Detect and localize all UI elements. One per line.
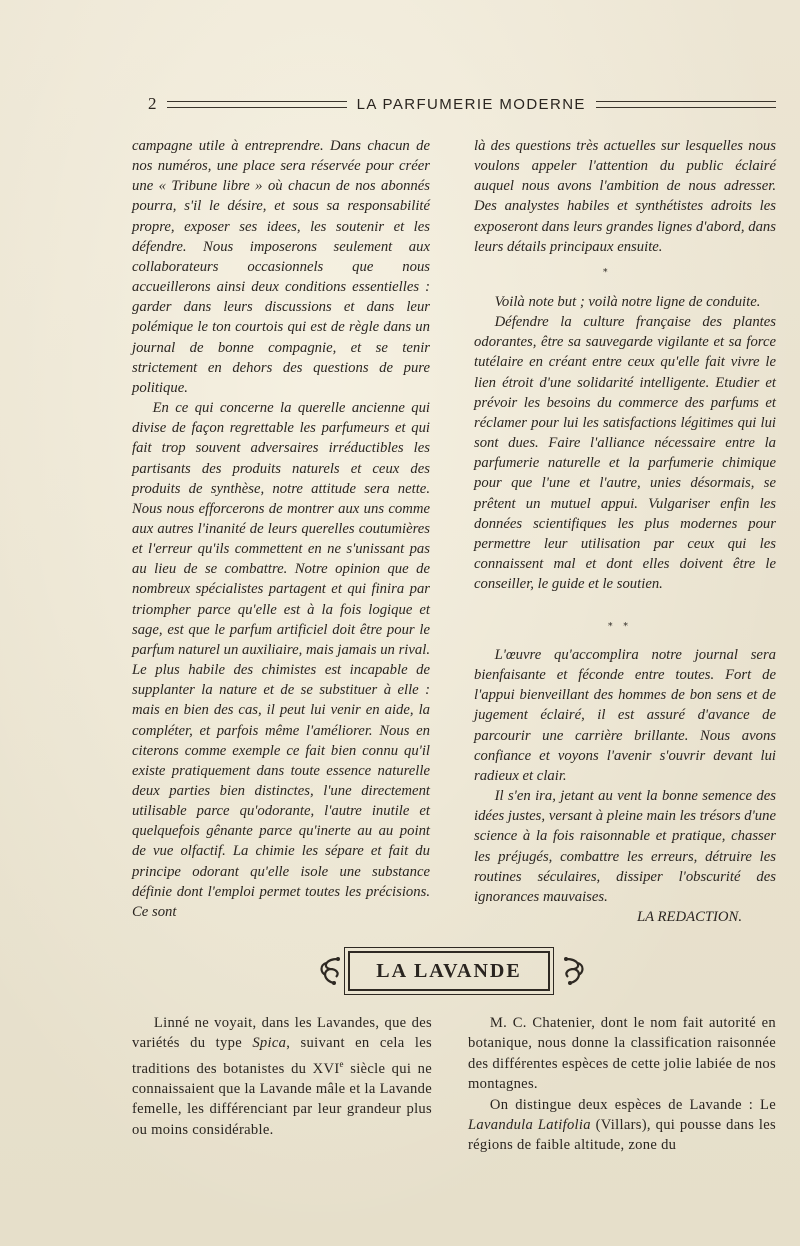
editorial-paragraph: là des questions très actuelles sur lesquelles nous voulons appeler l'attention du public éclairé auquel nous avons l'ambition de nous adresser. Des analystes habiles et synthétistes adroits les exposeront dans leurs grandes lignes d'abord, dans leurs détails principaux ensuite. [474,138,776,255]
editorial-right-column-middle [474,292,776,594]
lavande-right-column [468,1013,776,1156]
page-number: 2 [148,94,157,113]
text-run: siècle qui ne connaissaient que la Lavande mâle et la Lavande femelle, les différenciant par leur grandeur plus ou moins considérable. [132,1060,432,1138]
fleuron-left-icon [318,955,344,987]
editorial-signature: LA REDACTION. [637,909,742,926]
lavande-paragraph [132,1013,432,1140]
text-run: , suivant en cela les traditions des botanistes du XVI [132,1035,432,1077]
lavande-paragraph: M. C. Chatenier, dont le nom fait autorité en botanique, nous donne la classification raisonnée des différentes espèces de cette jolie labiée de nos montagnes. [468,1015,776,1093]
editorial-paragraph: L'œuvre qu'accomplira notre journal sera bienfaisante et féconde entre toutes. Fort de l'appui bienveillant des hommes de bon sens et de jugement éclairé, il est assuré d'avance de parcourir une carrière brillante. Nous avons confiance et voyons l'avenir s'ouvrir devant lui radieux et clair. [474,647,776,784]
text-run: (Villars), qui pousse dans les régions de faible altitude, zone du [468,1117,777,1154]
century-superscript: e [339,1058,344,1069]
editorial-paragraph: Voilà note but ; voilà notre ligne de conduite. [494,294,761,310]
section-separator-star: * [603,268,612,278]
text-run: Linné ne voyait, dans les Lavandes, que des variétés du type [132,1015,432,1052]
header-rule-right [596,101,776,108]
species-name: Spica [252,1035,287,1052]
editorial-right-column-bottom [474,645,776,927]
editorial-paragraph: En ce qui concerne la querelle ancienne qui divise de façon regrettable les parfumeurs et qui fait trop souvent adversaires irréductibles les partisants des produits naturels et ceux des produits de synthèse, notre attitude sera nette. Nous nous efforcerons de montrer aux uns comme aux autres l'inanité de leurs querelles coutumières et l'erreur qu'ils commettent en ne s'unissant pas au lieu de se combattre. Notre opinion que de nombreux spécialistes partagent et qui finira par triompher parce qu'elle est à la fois logique et sage, est que le parfum artificiel doit être pour le parfum naturel un auxiliaire, mais jamais un rival. Le plus habile des chimistes est incapable de supplanter la nature et de se substituer à elle : mais en bien des cas, il peut lui venir en aide, la compléter, et parfois même l'améliorer. Nous en citerons comme exemple ce fait bien connu qu'il existe pratiquement dans toute essence naturelle deux parties bien distinctes, l'une directement utilisable parce qu'odorante, l'autre inutile et quelquefois gênante parce qu'inerte au au point de vue olfactif. La chimie les sépare et fait du principe odorant qu'elle isole une substance définie dont l'emploi permet toutes les précisions. Ce sont [132,400,430,920]
fleuron-right-icon [560,955,586,987]
editorial-left-column [132,136,430,922]
section-separator-stars: * * [608,622,632,632]
species-name: Lavandula Latifolia [468,1117,591,1134]
editorial-paragraph: Il s'en ira, jetant au vent la bonne semence des idées justes, versant à pleine main les trésors d'une science à la fois raisonnable et pratique, chasser les préjugés, combattre les erreurs, détruire les routines séculaires, dissiper l'obscurité des ignorances mauvaises. [474,788,776,905]
editorial-paragraph: Défendre la culture française des plantes odorantes, être sa sauvegarde vigilante et sa force tutélaire en créant entre ceux qu'elle fait vivre le lien étroit d'une solidarité intelligente. Etudier et prévoir les besoins du commerce des parfums et réclamer pour lui les satisfactions légitimes qui lui sont dues. Faire l'alliance nécessaire entre la parfumerie naturelle et la parfumerie chimique pour que l'une et l'autre, unies désormais, se prêtent un mutuel appui. Vulgariser enfin les données scientifiques les plus modernes pour permettre leur utilisation par ceux qui les connaissent mal et dont elles doivent être le conseiller, le guide et le soutien. [474,314,776,593]
lavande-paragraph [468,1095,776,1156]
text-run: On distingue deux espèces de Lavande : Le [489,1096,776,1113]
section-title: LA LAVANDE [348,951,550,991]
journal-title: LA PARFUMERIE MODERNE [356,95,586,113]
lavande-left-column [132,1013,432,1140]
editorial-paragraph: campagne utile à entreprendre. Dans chacun de nos numéros, une place sera réservée pour créer une « Tribune libre » où chacun de nos abonnés pourra, s'il le désire, et sous sa responsabilité propre, exposer ses idees, les soutenir et les défendre. Nous imposerons seulement aux collaborateurs occasionnels que nous accueillerons ainsi deux conditions essentielles : garder dans leurs discussions et dans leur polémique le ton courtois qui est de règle dans un journal de bonne compagnie, et se tenir strictement en dehors des questions de pure politique. [132,138,430,396]
header-rule-left [167,101,347,108]
page-header [148,94,776,114]
section-title-banner [344,947,554,995]
editorial-right-column-top [474,136,776,257]
